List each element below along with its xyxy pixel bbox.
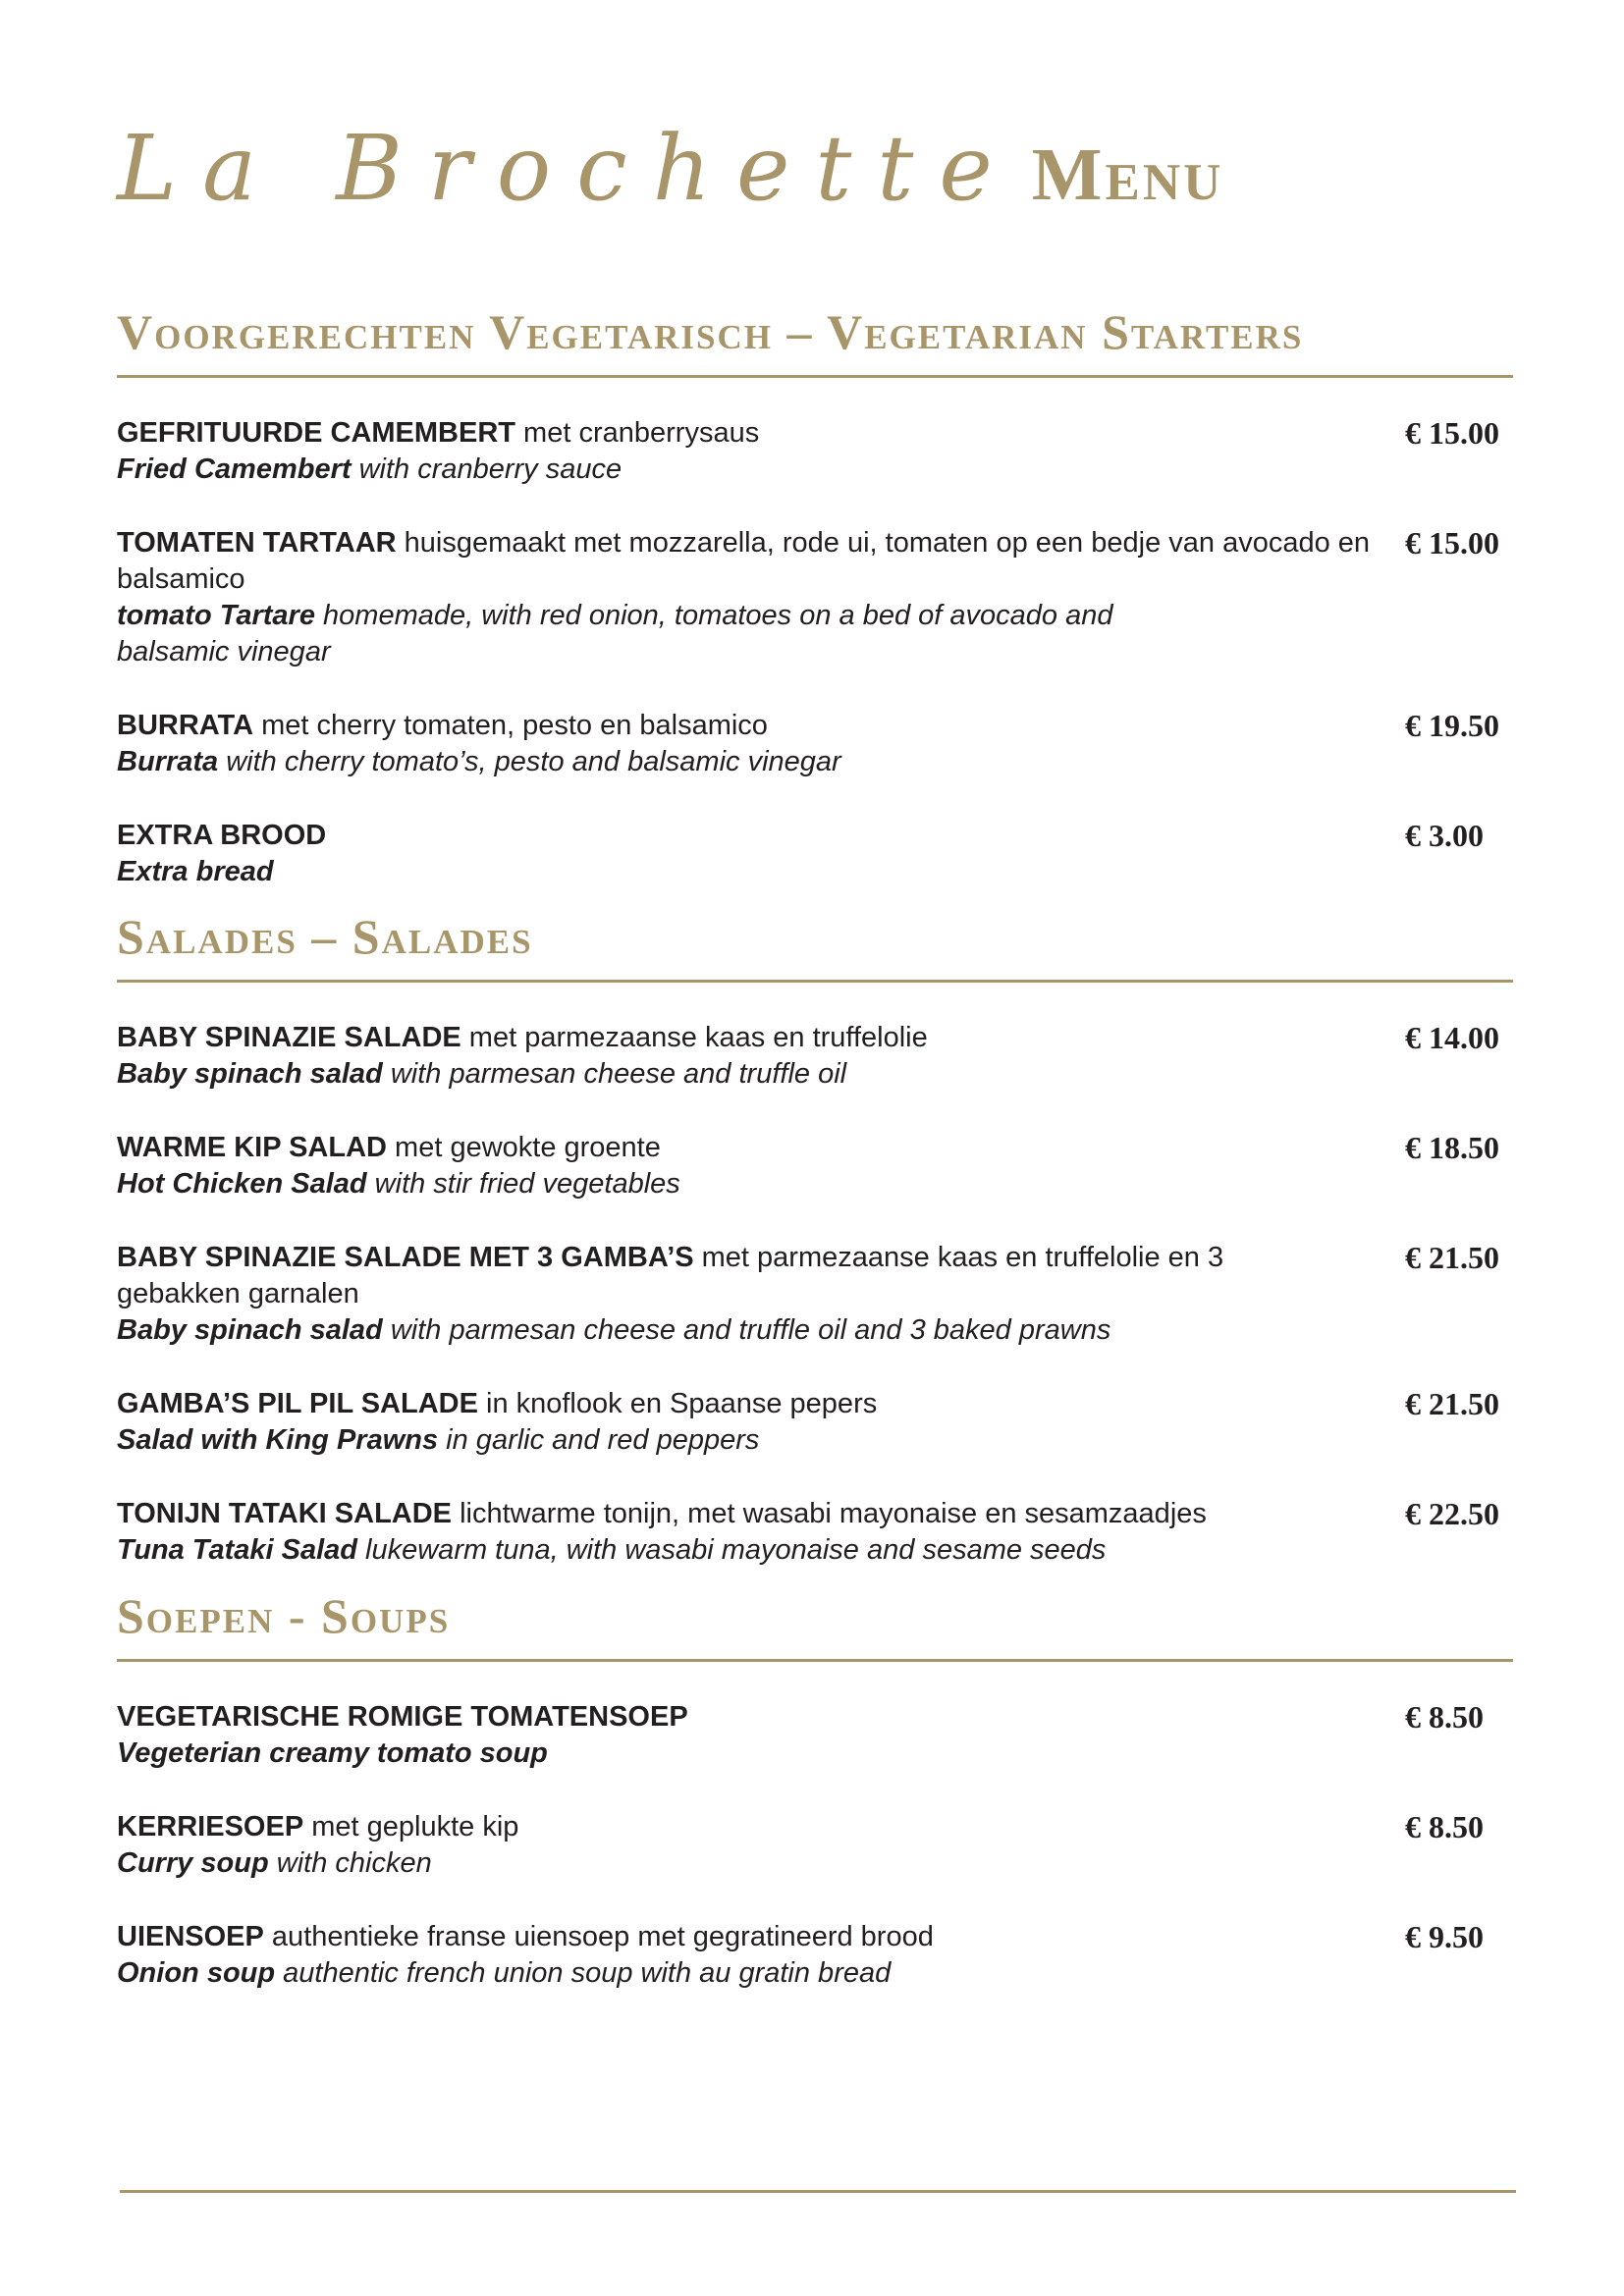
item-english-desc: lukewarm tuna, with wasabi mayonaise and sesame seeds bbox=[356, 1534, 1107, 1566]
item-dutch-line bbox=[117, 818, 1383, 854]
item-price: € 3.00 bbox=[1405, 818, 1484, 853]
section-salades bbox=[117, 909, 1513, 1569]
item-english-desc: with cranberry sauce bbox=[351, 454, 623, 485]
item-dutch-name: VEGETARISCHE ROMIGE TOMATENSOEP bbox=[117, 1701, 688, 1733]
item-english-name: Tuna Tataki Salad bbox=[117, 1534, 357, 1566]
item-dutch-name: WARME KIP SALAD bbox=[117, 1132, 387, 1163]
item-dutch-line bbox=[117, 1020, 1383, 1056]
item-price: € 15.00 bbox=[1405, 525, 1499, 561]
item-english-line bbox=[117, 1735, 1383, 1772]
item-dutch-name: BABY SPINAZIE SALADE MET 3 GAMBA’S bbox=[117, 1242, 694, 1273]
item-price: € 21.50 bbox=[1405, 1386, 1499, 1421]
item-price: € 15.00 bbox=[1405, 415, 1499, 451]
item-english-line bbox=[117, 1056, 1383, 1093]
menu-item bbox=[117, 1699, 1513, 1772]
menu-item bbox=[117, 1809, 1513, 1882]
item-english-name: Vegeterian creamy tomato soup bbox=[117, 1737, 548, 1769]
item-dutch-name: KERRIESOEP bbox=[117, 1811, 304, 1842]
item-dutch-name: GAMBA’S PIL PIL SALADE bbox=[117, 1388, 478, 1419]
item-dutch-desc: met cranberrysaus bbox=[515, 417, 760, 449]
item-dutch-desc: in knoflook en Spaanse pepers bbox=[477, 1388, 878, 1419]
item-english-name: Fried Camembert bbox=[117, 454, 352, 485]
item-english-name: Hot Chicken Salad bbox=[117, 1168, 367, 1200]
section-vegetarian-starters bbox=[117, 304, 1513, 890]
section-heading: Voorgerechten Vegetarisch – Vegetarian Starters bbox=[117, 304, 1304, 359]
item-english-desc: authentic french union soup with au gratin bread bbox=[275, 1957, 892, 1989]
item-english-name: Salad with King Prawns bbox=[117, 1424, 439, 1456]
menu-item bbox=[117, 525, 1513, 670]
item-dutch-line bbox=[117, 525, 1383, 598]
section-heading: Salades – Salades bbox=[117, 909, 533, 964]
menu-item bbox=[117, 415, 1513, 488]
item-dutch-name: BURRATA bbox=[117, 710, 254, 741]
item-dutch-name: TOMATEN TARTAAR bbox=[117, 527, 397, 559]
item-dutch-desc: authentieke franse uiensoep met gegratineerd brood bbox=[263, 1921, 934, 1952]
item-english-line bbox=[117, 854, 1383, 890]
menu-item bbox=[117, 1496, 1513, 1569]
item-price: € 19.50 bbox=[1405, 708, 1499, 743]
item-dutch-desc: met parmezaanse kaas en truffelolie en 3 gebakken garnalen bbox=[117, 1242, 1224, 1309]
menu-word: Menu bbox=[1031, 133, 1224, 216]
item-dutch-name: BABY SPINAZIE SALADE bbox=[117, 1022, 461, 1053]
item-english-name: Baby spinach salad bbox=[117, 1314, 383, 1346]
menu-item bbox=[117, 1919, 1513, 1992]
section-divider bbox=[117, 980, 1513, 983]
item-dutch-line bbox=[117, 1699, 1383, 1735]
item-dutch-desc: huisgemaakt met mozzarella, rode ui, tomaten op een bedje van avocado en balsamico bbox=[117, 527, 1371, 595]
item-english-desc: with parmesan cheese and truffle oil and 3 baked prawns bbox=[382, 1314, 1111, 1346]
item-price: € 9.50 bbox=[1405, 1919, 1484, 1954]
item-english-name: Curry soup bbox=[117, 1847, 269, 1879]
item-dutch-desc: met parmezaanse kaas en truffelolie bbox=[460, 1022, 928, 1053]
item-dutch-line bbox=[117, 1240, 1226, 1312]
menu-item bbox=[117, 1240, 1513, 1349]
item-english-name: tomato Tartare bbox=[117, 600, 315, 631]
item-english-line bbox=[117, 744, 1383, 780]
item-dutch-line bbox=[117, 1809, 1383, 1845]
item-price: € 18.50 bbox=[1405, 1130, 1499, 1165]
item-english-line bbox=[117, 1166, 1383, 1202]
item-english-desc: with stir fried vegetables bbox=[366, 1168, 680, 1200]
menu-item bbox=[117, 1130, 1513, 1202]
item-english-name: Onion soup bbox=[117, 1957, 276, 1989]
item-dutch-desc: met cherry tomaten, pesto en balsamico bbox=[253, 710, 768, 741]
item-dutch-desc: met geplukte kip bbox=[303, 1811, 519, 1842]
item-dutch-name: EXTRA BROOD bbox=[117, 820, 327, 851]
item-english-name: Extra bread bbox=[117, 856, 274, 887]
item-price: € 8.50 bbox=[1405, 1699, 1484, 1735]
item-english-line bbox=[117, 1845, 1383, 1882]
item-english-line bbox=[117, 598, 1177, 670]
item-dutch-desc: lichtwarme tonijn, met wasabi mayonaise en sesamzaadjes bbox=[452, 1498, 1207, 1529]
item-english-name: Burrata bbox=[117, 746, 219, 777]
section-heading: Soepen - Soups bbox=[117, 1588, 451, 1643]
item-english-line bbox=[117, 1955, 1383, 1992]
item-price: € 21.50 bbox=[1405, 1240, 1499, 1275]
menu-item bbox=[117, 1386, 1513, 1459]
menu-item bbox=[117, 708, 1513, 780]
item-dutch-line bbox=[117, 415, 1383, 452]
item-english-desc: in garlic and red peppers bbox=[438, 1424, 760, 1456]
menu-item bbox=[117, 818, 1513, 890]
menu-item bbox=[117, 1020, 1513, 1093]
item-dutch-line bbox=[117, 708, 1383, 744]
item-english-desc: with cherry tomato’s, pesto and balsamic vinegar bbox=[218, 746, 841, 777]
item-english-desc: homemade, with red onion, tomatoes on a bed of avocado and balsamic vinegar bbox=[117, 600, 1113, 667]
section-soups bbox=[117, 1588, 1513, 1992]
item-price: € 14.00 bbox=[1405, 1020, 1499, 1055]
item-english-line bbox=[117, 1532, 1383, 1569]
item-price: € 22.50 bbox=[1405, 1496, 1499, 1531]
item-english-name: Baby spinach salad bbox=[117, 1058, 383, 1090]
item-english-desc: with chicken bbox=[268, 1847, 432, 1879]
item-dutch-line bbox=[117, 1130, 1383, 1166]
item-english-line bbox=[117, 452, 1383, 488]
item-dutch-line bbox=[117, 1496, 1383, 1532]
item-english-desc: with parmesan cheese and truffle oil bbox=[382, 1058, 847, 1090]
item-english-line bbox=[117, 1312, 1383, 1349]
restaurant-name: La Brochette bbox=[117, 116, 1018, 221]
item-dutch-name: TONIJN TATAKI SALADE bbox=[117, 1498, 453, 1529]
item-dutch-name: GEFRITUURDE CAMEMBERT bbox=[117, 417, 515, 449]
menu-title bbox=[117, 116, 1223, 221]
item-dutch-name: UIENSOEP bbox=[117, 1921, 264, 1952]
item-price: € 8.50 bbox=[1405, 1809, 1484, 1844]
item-english-line bbox=[117, 1422, 1383, 1459]
section-divider bbox=[117, 375, 1513, 378]
section-divider bbox=[117, 1659, 1513, 1662]
item-dutch-line bbox=[117, 1386, 1383, 1422]
item-dutch-desc: met gewokte groente bbox=[386, 1132, 661, 1163]
footer-divider bbox=[120, 2190, 1516, 2193]
item-dutch-line bbox=[117, 1919, 1383, 1955]
